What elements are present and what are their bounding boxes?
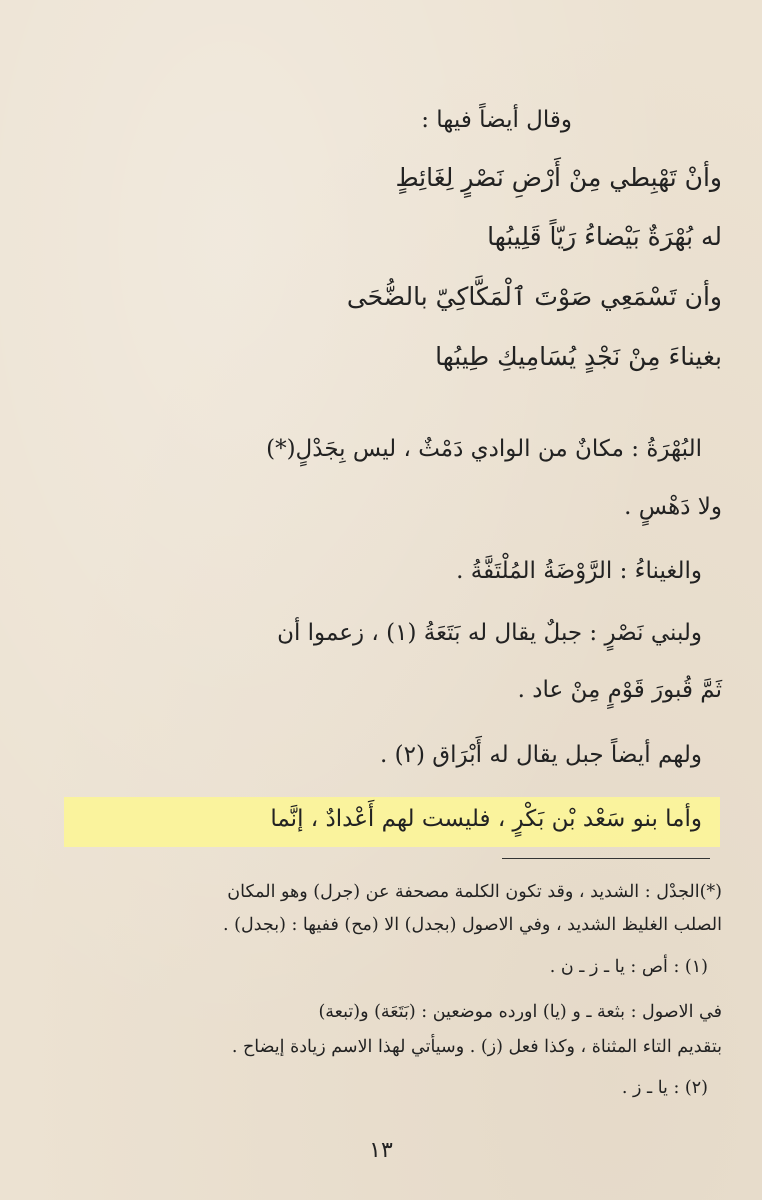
footnote-line-5: بتقديم التاء المثناة ، وكذا فعل (ز) . وسيأتي لهذا الاسم زيادة إيضاح . — [231, 1037, 722, 1057]
verse-line-2a: وأن تَسْمَعِي صَوْتَ ٱلْمَكَّاكِيّ بالضُّحَى — [346, 282, 722, 311]
text-line-11: ولهم أيضاً جبل يقال له أَبْرَاق (٢) . — [380, 742, 702, 768]
verse-line-2b: بغيناءَ مِنْ نَجْدٍ يُسَامِيكِ طِيبُها — [435, 342, 722, 371]
text-line-9: ولبني نَصْرٍ : جبلٌ يقال له بَتَعَةُ (١) ، زعموا أن — [277, 620, 702, 646]
text-line-6: البُهْرَةُ : مكانٌ من الوادي دَمْثٌ ، ليس بِجَدْلٍ(*) — [266, 436, 702, 462]
footnote-line-2: الصلب الغليظ الشديد ، وفي الاصول (بجدل) الا (مح) ففيها : (بجدل) . — [223, 915, 722, 935]
page-number: ١٣ — [369, 1138, 393, 1163]
footnote-line-6: (٢) : يا ـ ز . — [621, 1078, 708, 1098]
footnote-line-4: في الاصول : بثعة ـ و (يا) اورده موضعين : (بَتَعَة) و(تبعة) — [318, 1002, 722, 1022]
footnote-line-1: (*)الجدْل : الشديد ، وقد تكون الكلمة مصحفة عن (جرل) وهو المكان — [227, 882, 722, 902]
footnote-separator — [502, 858, 710, 859]
footnote-line-3: (١) : أص : يا ـ ز ـ ن . — [549, 957, 708, 977]
text-line-7: ولا دَهْسٍ . — [624, 494, 722, 520]
verse-line-1a: وأنْ تَهْبِطي مِنْ أَرْضِ نَصْرٍ لِغَائِطٍ — [395, 163, 722, 192]
text-line-12: وأما بنو سَعْد بْن بَكْرٍ ، فليست لهم أَعْدادٌ ، إنَّما — [270, 806, 702, 832]
text-line-10: ثَمَّ قُبورَ قَوْمٍ مِنْ عاد . — [517, 677, 722, 703]
text-line-1: وقال أيضاً فيها : — [421, 107, 572, 133]
text-line-8: والغيناءُ : الرَّوْضَةُ المُلْتَفَّةُ . — [456, 558, 702, 584]
verse-line-1b: له بُهْرَةٌ بَيْضاءُ رَيّاً قَلِيبُها — [487, 222, 722, 251]
